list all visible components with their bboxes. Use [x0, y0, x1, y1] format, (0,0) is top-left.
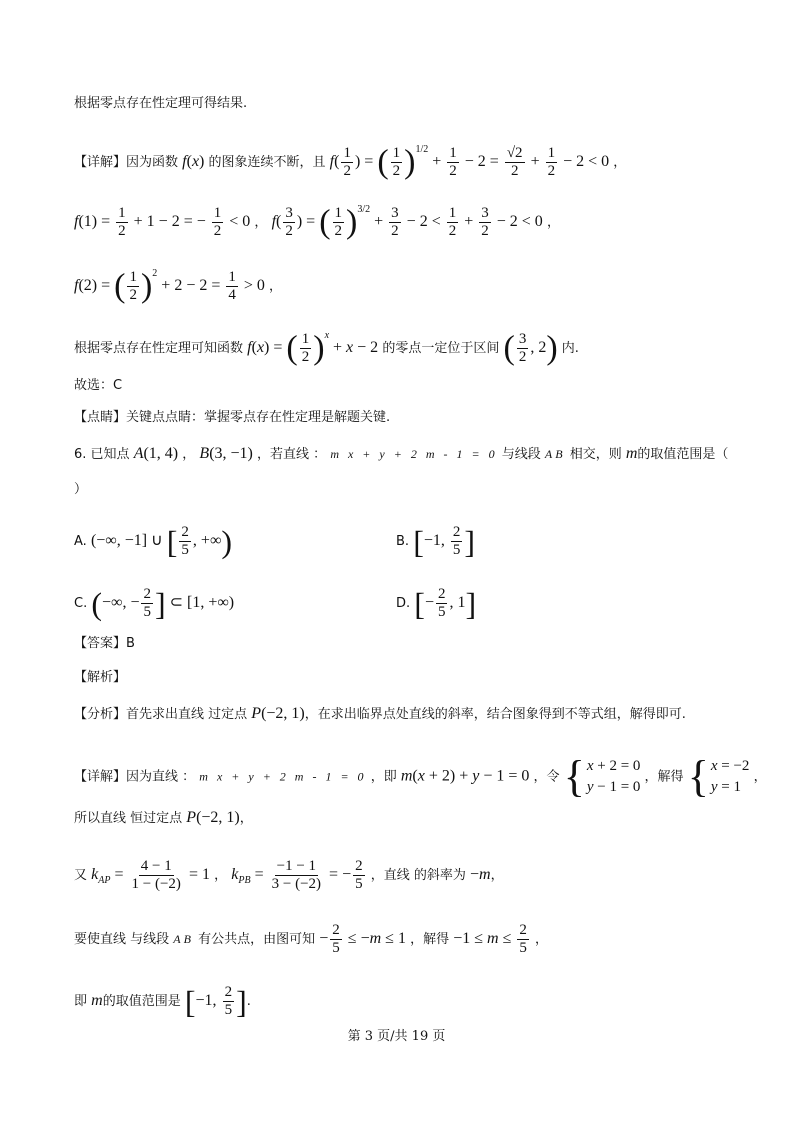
formula: ⊂ [1, +∞): [165, 594, 235, 611]
paren: ): [346, 203, 358, 241]
formula: ) =: [296, 213, 320, 230]
formula: A: [133, 445, 144, 462]
formula: (−2, 1): [196, 809, 240, 826]
paren: (: [377, 143, 389, 181]
line-text: ，即: [370, 769, 397, 785]
fraction: $\frac{2}{5}$: [224, 984, 233, 1018]
exponent: 3/2: [357, 204, 371, 215]
text-line: [74, 408, 753, 428]
line-text: 【点睛】关键点点睛：掌握零点存在性定理是解题关键.: [74, 410, 391, 425]
formula: −1 ≤: [453, 930, 488, 947]
formula: ≤: [498, 930, 516, 947]
formula: x: [256, 339, 265, 356]
formula: < 0: [225, 213, 251, 230]
fraction: $\frac{3}{2}$: [481, 205, 489, 239]
option-label: C.: [74, 596, 88, 611]
line-text: ，解得: [410, 932, 450, 947]
formula: (: [334, 153, 340, 170]
formula: AP: [98, 875, 111, 886]
formula: P: [186, 809, 197, 826]
formula: m: [369, 930, 382, 947]
formula: m: [479, 866, 491, 883]
line-text: 与线段: [501, 447, 541, 462]
formula: AB: [173, 932, 194, 946]
formula: = −: [325, 866, 352, 883]
line-text: ，: [214, 868, 228, 883]
line-text: 的图象连续不断，且: [208, 155, 326, 170]
paren: (: [114, 267, 126, 305]
line-text: 【详解】因为函数: [74, 155, 179, 170]
line-text: ，: [490, 868, 504, 883]
text-line: [74, 326, 753, 366]
analysis: [74, 668, 753, 688]
formula: f: [74, 213, 79, 230]
formula: ≤ −: [343, 930, 370, 947]
bracket: ]: [465, 585, 477, 622]
formula: ) =: [354, 153, 378, 170]
formula: B: [199, 445, 210, 462]
formula: =: [250, 866, 268, 883]
question-6: [74, 444, 753, 465]
line-text: ，: [254, 215, 268, 230]
fraction: $\frac{-1 - 1}{3 - (-2)}$: [271, 858, 322, 892]
formula: −1,: [423, 532, 449, 549]
option-label: A.: [74, 534, 87, 549]
answer: [74, 634, 753, 654]
line-text: ，解得: [644, 769, 684, 785]
text-line: [74, 984, 753, 1019]
formula: x: [346, 339, 354, 356]
fraction: $\frac{1}{2}$: [343, 145, 351, 179]
line-text: ，: [239, 811, 253, 826]
line-text: 【解析】: [74, 670, 127, 685]
formula: (: [412, 767, 418, 785]
fraction: $\frac{3}{2}$: [518, 331, 527, 365]
formula: +: [460, 213, 478, 230]
formula: , 2: [530, 339, 547, 356]
text-line: [74, 264, 753, 304]
option-label: B.: [396, 534, 410, 549]
option-a: [74, 524, 232, 559]
fraction: $\frac{2}{5}$: [355, 858, 363, 892]
page-footer: 第 3 页/共 19 页: [347, 1029, 446, 1044]
formula: f: [247, 339, 252, 356]
line-text: 所以直线 恒过定点: [74, 811, 183, 826]
line-text: ，: [613, 155, 627, 170]
formula: (3, −1): [209, 445, 253, 462]
line-text: 的取值范围是（: [637, 447, 729, 462]
formula: ≤ 1: [381, 930, 406, 947]
fraction: $\frac{1}{2}$: [301, 331, 310, 365]
fraction: $\frac{4 - 1}{1 - (-2)}$: [131, 858, 181, 892]
formula: x: [191, 153, 200, 170]
formula: f: [271, 213, 277, 230]
bracket: [: [166, 523, 178, 560]
line-text: ，: [182, 447, 196, 462]
formula: (−2, 1): [261, 705, 305, 722]
formula: (: [186, 153, 192, 170]
bracket: ): [221, 523, 233, 560]
paren: ): [546, 329, 558, 367]
line-text: 根据零点存在性定理可得结果.: [74, 96, 248, 111]
line-text: 的取值范围是: [102, 994, 181, 1009]
line-text: ，: [535, 932, 549, 947]
paren: ): [404, 143, 416, 181]
fraction: $\frac{1}{2}$: [547, 145, 556, 179]
equation-system: { x + 2 = 0 y − 1 = 0: [563, 752, 641, 801]
equation-system: { x = −2 y = 1: [687, 752, 750, 801]
line-text: ，直线 的斜率为: [370, 868, 466, 883]
paren: ): [140, 267, 153, 305]
fraction: $\frac{2}{5}$: [519, 922, 527, 956]
formula: f: [329, 153, 335, 170]
bracket: ]: [236, 983, 247, 1020]
exponent: 2: [152, 268, 158, 279]
text-line: [74, 858, 753, 893]
formula: PB: [238, 875, 251, 886]
line-text: 【分析】首先求出直线 过定点: [74, 707, 248, 722]
line-text: ，: [269, 279, 283, 294]
text-line: [74, 200, 753, 240]
option-label: D.: [396, 596, 411, 611]
formula: + 2 − 2 =: [157, 277, 225, 294]
formula: k: [91, 866, 99, 883]
line-text: 内.: [561, 341, 579, 356]
text-line: [74, 922, 753, 957]
fraction: $\frac{√2}{2}$: [506, 145, 523, 179]
line-text: ，: [753, 769, 767, 785]
formula: m x + y + 2 m - 1 = 0: [330, 447, 498, 461]
formula: +: [526, 153, 544, 170]
option-d: [396, 586, 476, 621]
formula: (−∞, −1] ∪: [90, 532, 167, 549]
fraction: $\frac{1}{2}$: [448, 205, 457, 239]
fraction: $\frac{1}{2}$: [392, 145, 401, 179]
exponent: x: [324, 330, 330, 341]
fraction: $\frac{1}{2}$: [118, 205, 126, 239]
fraction: $\frac{1}{2}$: [213, 205, 222, 239]
formula: + 2) +: [424, 767, 473, 785]
formula: x: [417, 767, 425, 785]
text-line: [74, 480, 753, 500]
line-text: ，若直线 ：: [257, 447, 327, 462]
line-text: 根据零点存在性定理可知函数: [74, 341, 244, 356]
fraction: $\frac{1}{2}$: [334, 205, 343, 239]
formula: − 2 <: [402, 213, 445, 230]
line-text: 6. 已知点: [74, 447, 130, 462]
formula: y: [472, 767, 480, 785]
formula: +: [370, 213, 388, 230]
bracket: (: [91, 585, 103, 622]
line-text: 有公共点，由图可知: [198, 932, 316, 947]
formula: − 2 < 0: [492, 213, 543, 230]
bracket: ]: [464, 523, 476, 560]
formula: −: [424, 594, 434, 611]
formula: k: [231, 866, 239, 883]
formula: +: [329, 339, 347, 356]
formula: ): [199, 153, 205, 170]
line-text: 【答案】B: [74, 636, 135, 651]
formula: > 0: [239, 277, 265, 294]
formula: f: [182, 153, 187, 170]
paren: ): [313, 329, 325, 367]
line-text: 要使直线 与线段: [74, 932, 170, 947]
bracket: ]: [154, 585, 166, 622]
formula: −: [470, 866, 480, 883]
fraction: $\frac{2}{5}$: [181, 524, 189, 558]
text-line: [74, 140, 753, 180]
line-text: 的零点一定位于区间: [382, 341, 500, 356]
fraction: $\frac{1}{2}$: [449, 145, 457, 179]
line-text: 即: [74, 994, 88, 1009]
fraction: $\frac{2}{5}$: [452, 524, 461, 558]
formula: −1,: [195, 992, 221, 1009]
formula: − 2 =: [460, 153, 503, 170]
fraction: $\frac{1}{2}$: [129, 269, 137, 303]
formula: =: [110, 866, 128, 883]
text-line: [74, 94, 753, 114]
bracket: [: [414, 585, 425, 622]
line-text: ，: [546, 215, 560, 230]
line-text: 故选：C: [74, 378, 123, 393]
formula: − 2: [353, 339, 379, 356]
formula: m x + y + 2 m - 1 = 0: [199, 769, 367, 784]
paren: (: [319, 203, 331, 241]
text-line: [74, 808, 753, 829]
formula: m: [487, 930, 499, 947]
formula: − 1 = 0: [479, 767, 530, 785]
bracket: [: [184, 983, 196, 1020]
fraction: $\frac{2}{5}$: [143, 586, 151, 620]
exponent: 1/2: [415, 144, 429, 155]
formula: m: [625, 445, 638, 462]
formula: m: [91, 992, 103, 1009]
formula: AB: [544, 447, 566, 461]
formula: (2) =: [78, 277, 115, 294]
formula: − 2 < 0: [559, 153, 610, 170]
line-text: ，令: [533, 769, 560, 785]
line-text: 又: [74, 868, 88, 883]
formula: (1, 4): [143, 445, 179, 462]
formula: −: [319, 930, 329, 947]
formula: m: [400, 767, 413, 785]
fraction: $\frac{3}{2}$: [285, 205, 293, 239]
text-line: [74, 752, 767, 801]
formula: ) =: [264, 339, 287, 356]
paren: (: [286, 329, 298, 367]
formula: , +∞: [192, 532, 222, 549]
line-text: .: [246, 994, 251, 1009]
text-line: [74, 376, 753, 396]
option-b: [396, 524, 475, 559]
formula: = 1: [184, 866, 210, 883]
formula: P: [251, 705, 262, 722]
option-c: [74, 586, 234, 621]
text-line: [74, 704, 753, 725]
formula: + 1 − 2 = −: [129, 213, 210, 230]
formula: (: [276, 213, 282, 230]
paren: (: [503, 329, 515, 367]
formula: (: [251, 339, 257, 356]
line-text: ）: [74, 482, 88, 497]
formula: , 1: [449, 594, 466, 611]
fraction: $\frac{1}{4}$: [228, 269, 236, 303]
formula: (1) =: [78, 213, 115, 230]
fraction: $\frac{3}{2}$: [391, 205, 399, 239]
fraction: $\frac{2}{5}$: [332, 922, 340, 956]
formula: −∞, −: [102, 594, 140, 611]
bracket: [: [413, 523, 424, 560]
formula: f: [74, 277, 79, 294]
fraction: $\frac{2}{5}$: [437, 586, 446, 620]
formula: +: [428, 153, 446, 170]
line-text: 相交，则: [569, 447, 622, 462]
line-text: 【详解】因为直线 ：: [74, 769, 196, 785]
line-text: ，在求出临界点处直线的斜率，结合图象得到不等式组，解得即可.: [304, 707, 686, 722]
